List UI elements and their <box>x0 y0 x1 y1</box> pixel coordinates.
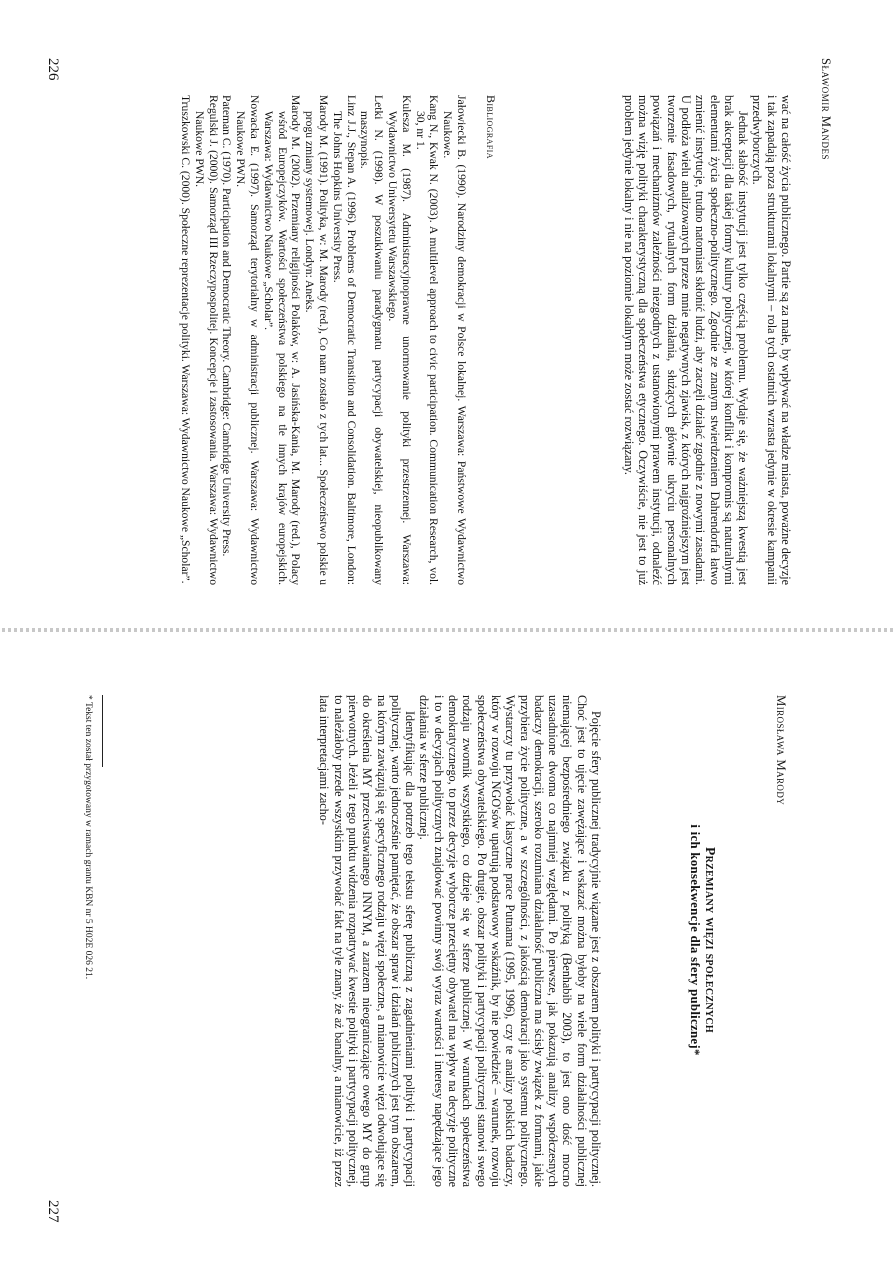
bibliography-entry: Linz J.J., Stepan A. (1996). Problems of Democratic Transition and Consolidation. Baltimore, London: The Johns Hopkins University Press. <box>330 95 358 585</box>
bibliography-entry: Nowacka E. (1997). Samorząd terytorialny w administracji publicznej. Warszawa: Wydawnictwo Naukowe PWN. <box>234 95 262 585</box>
bibliography-entry: Jałowiecki B. (1990). Narodziny demokracji w Polsce lokalnej. Warszawa: Państwowe Wydawnictwo Naukowe. <box>441 95 468 585</box>
paragraph: Pojęcie sfery publicznej tradycyjnie wiązane jest z obszarem polityki i partycypacji politycznej. Choć jest to ujęcie zawężające i wskazać można byłoby na wiele form działalności publicznej niemającej bezpośredniego związku z polityką (Benhabib 2003), to jest ono dość mocno uzasadnione dwoma co najmniej względami. Po pierwsze, jak pokazują analizy współczesnych badaczy demokracji, szeroko rozumiana działalność publiczna ma ścisły związek z formami, jakie przybiera życie polityczne, a w szczególności, z jakością demokracji jako systemu politycznego. Wystarczy tu przywołać klasyczne prace Putnama (1995, 1996), czy te analizy polskich badaczy, który w rozwoju NGO'sów upatrują podstawowy wskaźnik, by nie powiedzieć – warunek, rozwoju społeczeństwa obywatelskiego. Po drugie, obszar polityki i partycypacji politycznej stanowi swego rodzaju zwornik wszystkiego, co dzieje się w sferze publicznej. W warunkach społeczeństwa demokratycznego, to przez decyzje wyborcze przeciętny obywatel ma wpływ na decyzje polityczne i to w decyzjach politycznych znajdować powinny swój wyraz wartości i interesy napędzające jego działania w sferze publicznej. <box>417 695 603 1187</box>
bibliography-entry: Marody M. (1991). Polityka, w: M. Marody (red.), Co nam zostało z tych lat... Społeczeństwo polskie u progu zmiany systemowej. Londyn: Aneks. <box>303 95 331 585</box>
bibliography-entry: Truszkowski C. (2000). Społeczne reprezentacje polityki. Warszawa: Wydawnictwo Naukowe „Scholar”. <box>179 95 193 584</box>
article-author: Mirosława Marody <box>774 695 788 806</box>
body-text <box>317 695 603 1187</box>
bibliography-list <box>178 95 468 585</box>
bibliography-entry: Kulesza M. (1987). Administracyjnoprawne unormowanie polityki przestrzennej. Warszawa: Wydawnictwo Uniwersytetu Warszawskiego. <box>386 95 413 585</box>
title-line-2: i ich konsekwencje dla sfery publicznej* <box>688 824 702 1056</box>
bibliography-heading: Bibliografia <box>484 95 498 159</box>
paragraph: Identyfikując dla potrzeb tego tekstu sferę publiczną z zagadnieniami polityki i partycypacji politycznej, warto jednocześnie pamiętać, że obszar spraw i działań publicznych jest tym obszarem, na którym zawiązują się specyficznego rodzaju więzi społeczne, a mianowicie więzi odwołujące się do określenia MY przeciwstawianego INNYM, a zarazem nieograniczające owego MY do grup pierwotnych. Jeżeli z tego punktu widzenia rozpatrywać kwestie polityki i partycypacji politycznej, to należałoby przede wszystkim przywołać fakt na tyle znany, że aż banalny, a mianowicie, iż przez lata interpretacjami zacho- <box>317 695 418 1187</box>
bibliography-entry: Pateman C. (1970). Participation and Democratic Theory. Cambridge: Cambridge University Press. <box>220 95 234 557</box>
bibliography-entry: Regulski J. (2000). Samorząd III Rzeczypospolitej. Koncepcje i zastosowania. Warszawa: Wydawnictwo Naukowe PWN. <box>192 95 220 585</box>
page-number: 227 <box>45 1200 61 1223</box>
bibliography-entry: Kang N., Kwak N. (2003). A multilevel approach to civic participation. Communication Research, vol. 30, nr 1. <box>413 95 441 585</box>
page-fold <box>0 628 893 632</box>
running-head: Sławomir Mandes <box>819 58 833 160</box>
footnote: * Tekst ten został przygotowany w ramach grantu KBN nr 5 H02E 026 21. <box>83 695 93 980</box>
bibliography-entry: Marody M. (2002). Przemiany religijności Polaków, w: A. Jasińska-Kania, M. Marody (red.), Polacy wśród Europejczyków. Wartości społeczeństwa polskiego na tle innych krajów europejskich. Warszawa: Wydawnictwo Naukowe „Scholar”. <box>261 95 303 585</box>
left-page <box>0 0 893 620</box>
title-line-1: Przemiany więzi społecznych <box>703 846 718 1033</box>
page-number: 226 <box>45 58 61 81</box>
footnote-rule <box>102 695 103 767</box>
right-page <box>0 640 893 1263</box>
article-title <box>687 680 718 1200</box>
paragraph: Jednak słabość instytucji jest tylko częścią problemu. Wydaje się, że ważniejszą kwestią jest brak akceptacji dla takiej formy kultury politycznej, w której konflikt i kompromis są naturalnymi elementami życia społeczno-politycznego. Zgodnie ze znanym stwierdzeniem Dahrendorfa łatwo zmienić instytucje, trudno natomiast skłonić ludzi, aby zaczęli działać zgodnie z nowymi zasadami. U podłoża wielu analizowanych przeze mnie negatywnych zjawisk, z których najgroźniejszym jest tworzenie fasadowych, rytualnych form działania, służących głównie ukryciu personalnych powiązań i mechanizmów zależności niezgodnych z ustanowionymi prawem instytucji, odnaleźć można wizję polityki charakterystyczną dla społeczeństwa etycznego. Oczywiście, nie jest to już problem jedynie lokalny i nie na poziomie lokalnym może zostać rozwiązany. <box>621 95 751 585</box>
paragraph: wać na całość życia publicznego. Partie są za małe, by wpływać na władze miasta, poważne decyzje i tak zapadają poza strukturami lokalnymi – rola tych ostatnich wzrasta jedynie w okresie kampanii przedwyborczych. <box>750 95 793 585</box>
bibliography-entry: Letki N. (1998). W poszukiwaniu paradygmatu partycypacji obywatelskiej, nieopublikowany maszynopis. <box>358 95 386 585</box>
body-text <box>621 95 793 585</box>
